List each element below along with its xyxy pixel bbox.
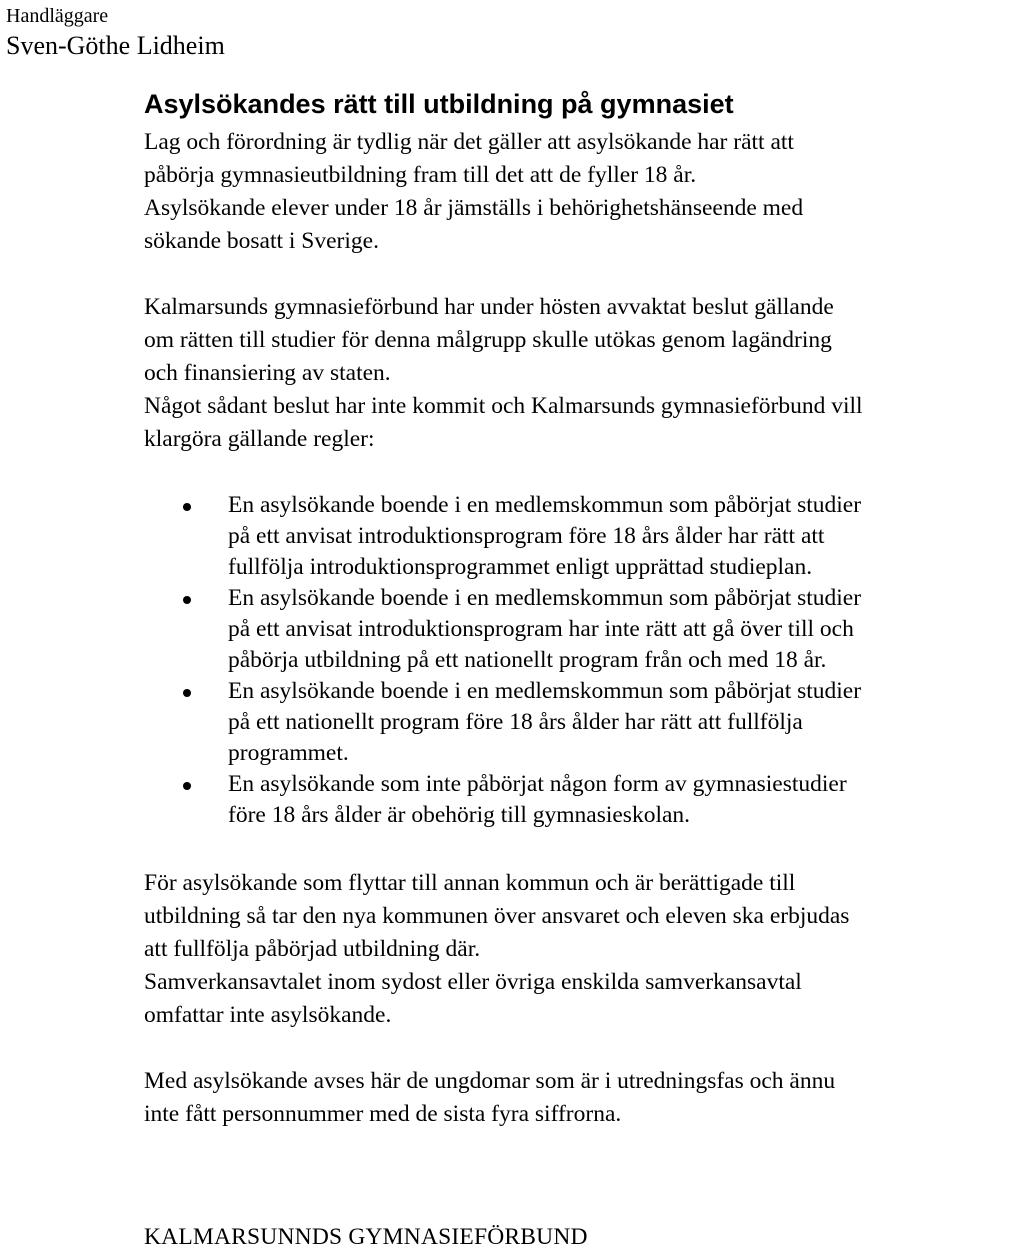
- text-line: En asylsökande som inte påbörjat någon form av gymnasiestudier: [228, 771, 847, 797]
- text-line: programmet.: [228, 740, 349, 766]
- bullet-icon: [183, 782, 191, 790]
- list-item: [144, 676, 1022, 769]
- text-line: att fullfölja påbörjad utbildning där.: [144, 936, 481, 962]
- text-line: inte fått personnummer med de sista fyra siffrorna.: [144, 1101, 622, 1127]
- bullet-icon: [183, 503, 191, 511]
- text-line: om rätten till studier för denna målgrupp skulle utökas genom lagändring: [144, 327, 832, 353]
- text-line: på ett anvisat introduktionsprogram före 18 års ålder har rätt att: [228, 523, 825, 549]
- paragraph-definition: [144, 1065, 1022, 1131]
- paragraph-legal-basis: [144, 126, 1022, 258]
- text-line: En asylsökande boende i en medlemskommun som påbörjat studier: [228, 678, 862, 704]
- text-line: Kalmarsunds gymnasieförbund har under hösten avvaktat beslut gällande: [144, 294, 834, 320]
- text-line: En asylsökande boende i en medlemskommun som påbörjat studier: [228, 585, 862, 611]
- text-line: påbörja gymnasieutbildning fram till det att de fyller 18 år.: [144, 162, 697, 188]
- text-line: och finansiering av staten.: [144, 360, 391, 386]
- text-line: före 18 års ålder är obehörig till gymnasieskolan.: [228, 802, 691, 828]
- text-line: fullfölja introduktionsprogrammet enligt upprättad studieplan.: [228, 554, 813, 580]
- text-line: Lag och förordning är tydlig när det gäller att asylsökande har rätt att: [144, 129, 794, 155]
- paragraph-relocation: [144, 867, 1022, 1032]
- text-line: En asylsökande boende i en medlemskommun som påbörjat studier: [228, 492, 862, 518]
- text-line: Samverkansavtalet inom sydost eller övriga enskilda samverkansavtal: [144, 969, 802, 995]
- text-line: påbörja utbildning på ett nationellt program från och med 18 år.: [228, 647, 827, 673]
- list-item: [144, 490, 1022, 583]
- text-line: klargöra gällande regler:: [144, 426, 375, 452]
- text-line: omfattar inte asylsökande.: [144, 1002, 392, 1028]
- text-line: på ett nationellt program före 18 års ålder har rätt att fullfölja: [228, 709, 803, 735]
- text-line: Något sådant beslut har inte kommit och Kalmarsunds gymnasieförbund vill: [144, 393, 863, 419]
- bullet-icon: [183, 689, 191, 697]
- paragraph-decision: [144, 291, 1022, 456]
- text-line: sökande bosatt i Sverige.: [144, 228, 379, 254]
- text-line: För asylsökande som flyttar till annan kommun och är berättigade till: [144, 870, 796, 896]
- rules-list: [144, 490, 1022, 831]
- text-line: Asylsökande elever under 18 år jämställs i behörighetshänseende med: [144, 195, 804, 221]
- document-title: Asylsökandes rätt till utbildning på gymnasiet: [144, 89, 734, 119]
- document-body: [144, 86, 1022, 1131]
- text-line: Med asylsökande avses här de ungdomar som är i utredningsfas och ännu: [144, 1068, 836, 1094]
- handler-label: Handläggare: [6, 5, 109, 27]
- list-item: [144, 769, 1022, 831]
- bullet-icon: [183, 596, 191, 604]
- organization-signature: KALMARSUNNDS GYMNASIEFÖRBUND: [144, 1224, 588, 1250]
- text-line: utbildning så tar den nya kommunen över ansvaret och eleven ska erbjudas: [144, 903, 850, 929]
- handler-name: Sven-Göthe Lidheim: [6, 31, 225, 60]
- list-item: [144, 583, 1022, 676]
- text-line: på ett anvisat introduktionsprogram har inte rätt att gå över till och: [228, 616, 854, 642]
